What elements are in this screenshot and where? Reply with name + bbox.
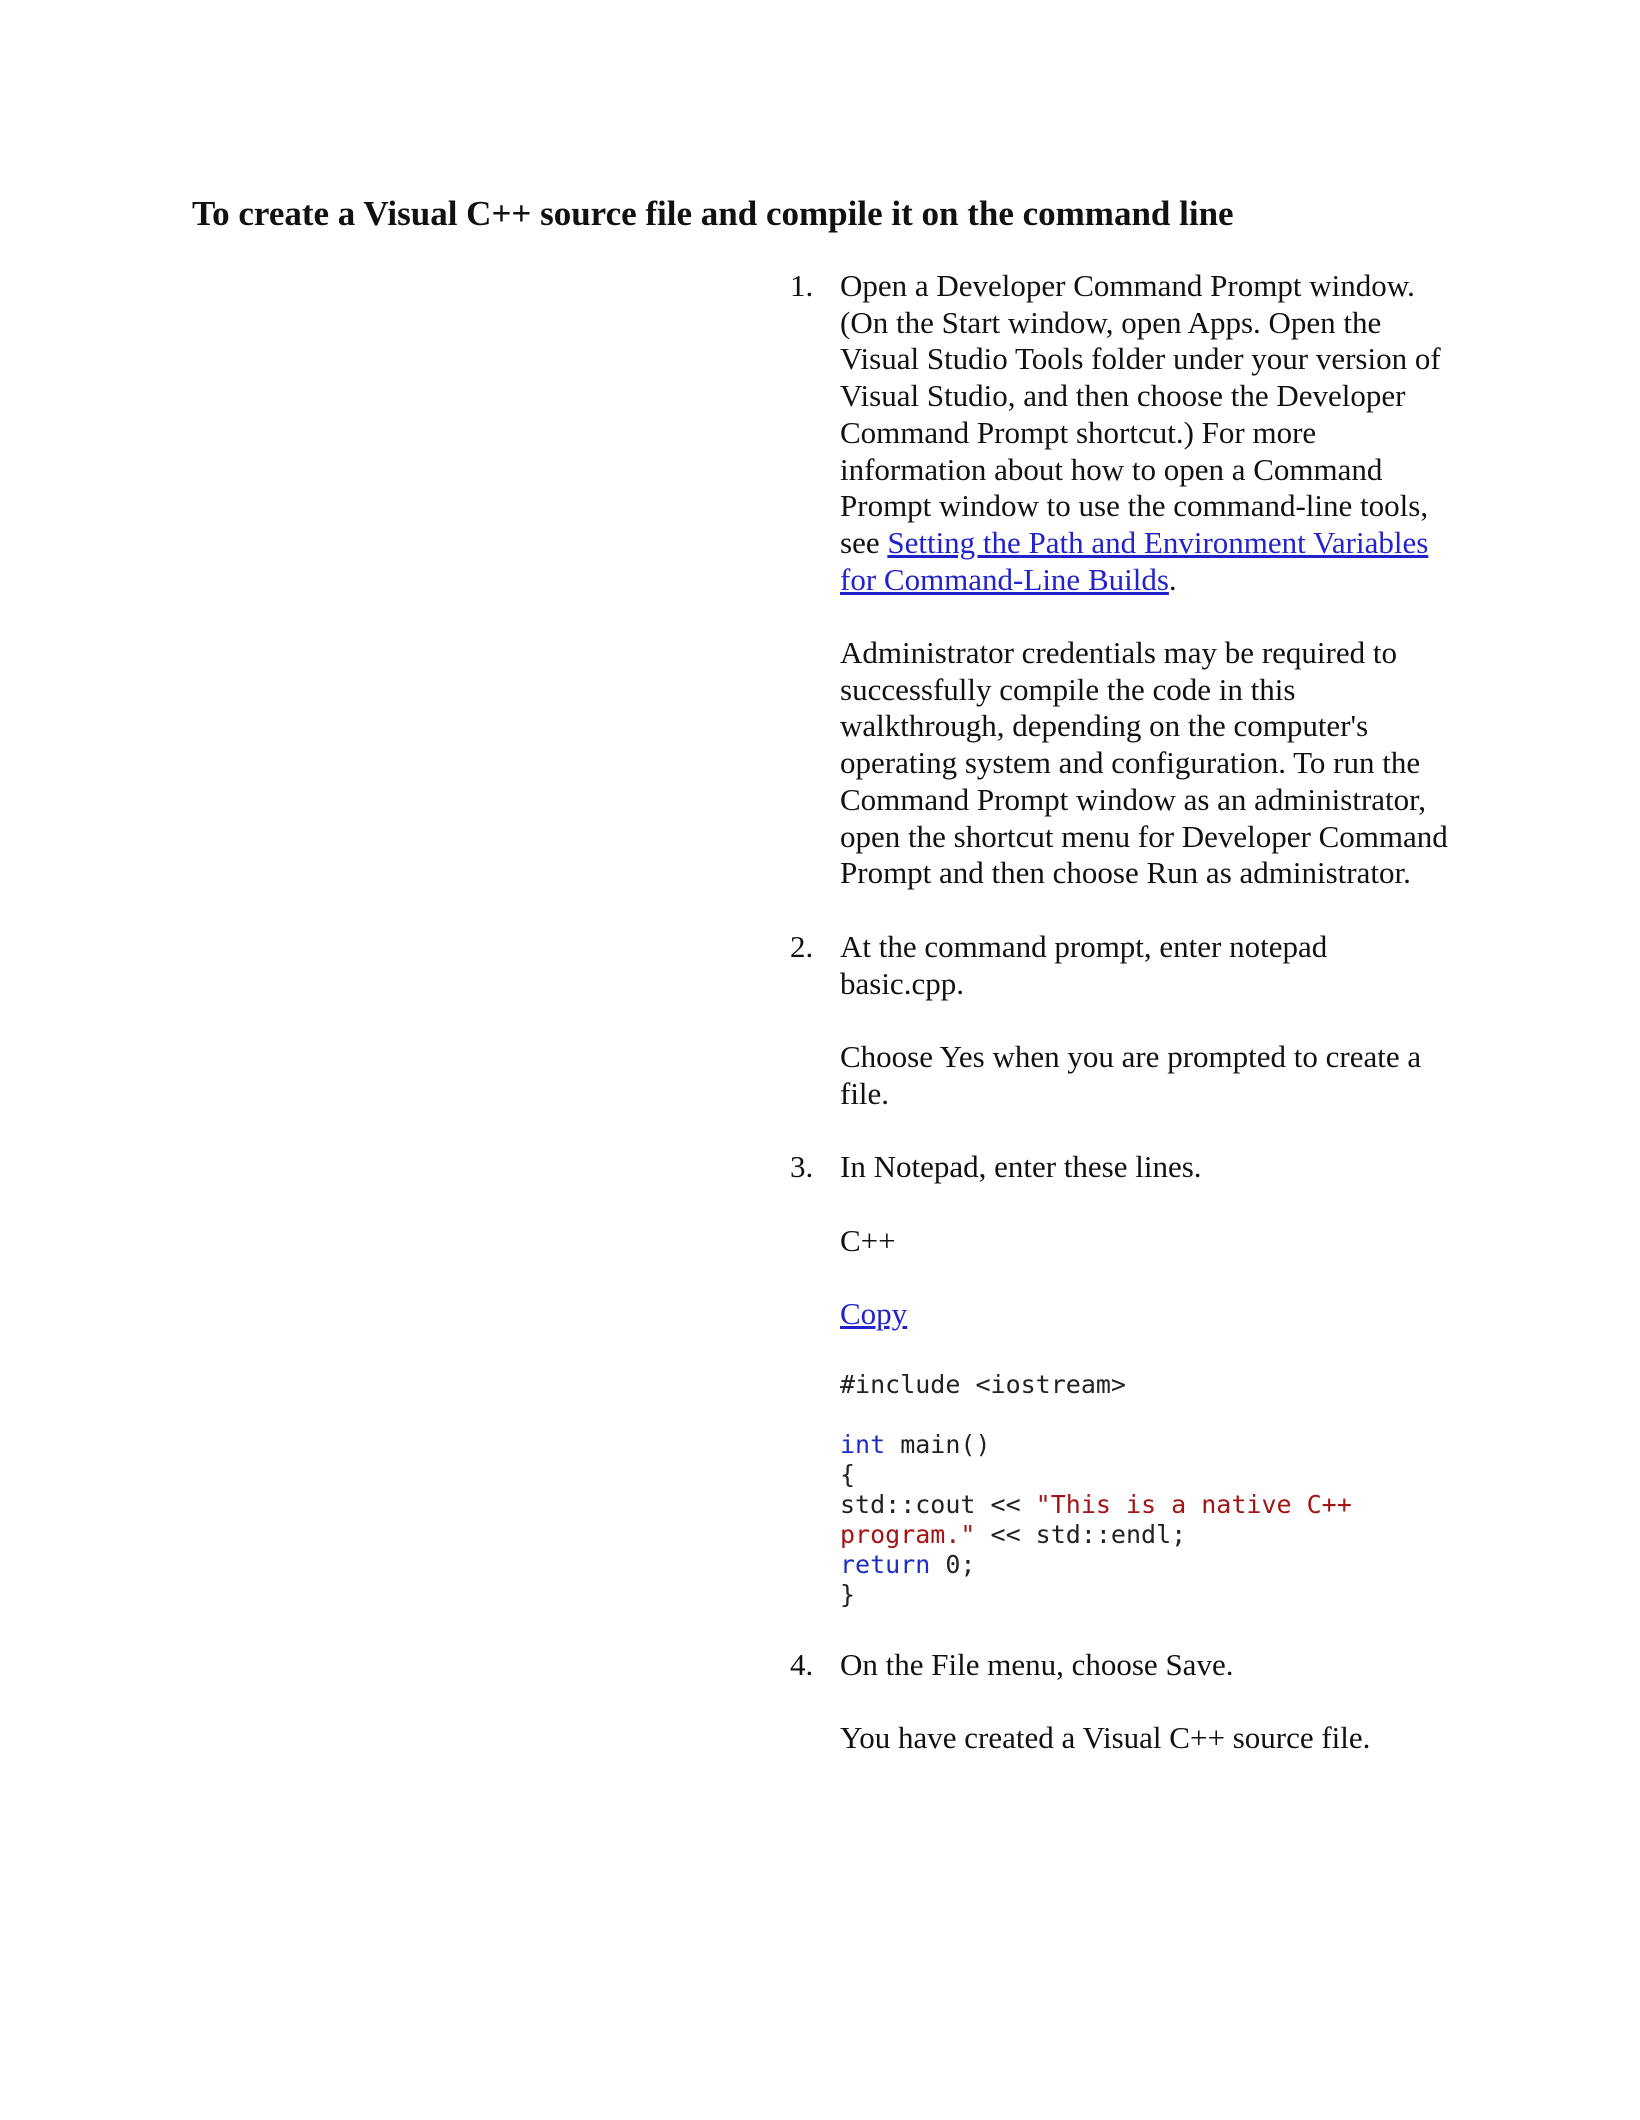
code-line-blank <box>840 1400 1450 1430</box>
code-line <box>840 1430 1450 1460</box>
code-line: #include <iostream> <box>840 1369 1126 1399</box>
step-3 <box>790 1149 1450 1609</box>
code-language-label: C++ <box>840 1222 896 1258</box>
step-text-after-link: . <box>1168 561 1177 597</box>
step-text-before-link: Open a Developer Command Prompt window. (On the Start window, open Apps. Open the Visual Studio Tools folder under your version of Visual Studio, and then choose the Developer Command Prompt shortcut.) For more information about how to open a Command Prompt window to use the command-line tools, see <box>840 268 1441 560</box>
code-line <box>840 1520 1450 1550</box>
step-text <box>840 268 1450 598</box>
steps-list <box>790 268 1450 1794</box>
step-number: 2. <box>790 928 814 964</box>
code-keyword: return <box>840 1549 931 1579</box>
page-title: To create a Visual C++ source file and compile it on the command line <box>192 194 1234 233</box>
copy-link-row <box>840 1296 1450 1333</box>
code-text: std::cout << <box>840 1489 1036 1519</box>
step-number: 3. <box>790 1149 814 1185</box>
code-keyword: int <box>840 1429 886 1459</box>
step-number: 1. <box>790 268 814 303</box>
step-text: At the command prompt, enter notepad basic.cpp. <box>840 928 1328 1001</box>
code-line: } <box>840 1579 856 1609</box>
step-text: In Notepad, enter these lines. <box>840 1149 1202 1185</box>
step-text: On the File menu, choose Save. <box>840 1646 1234 1682</box>
step-4 <box>790 1647 1450 1757</box>
step-note: You have created a Visual C++ source file. <box>840 1720 1371 1755</box>
environment-variables-link[interactable]: Setting the Path and Environment Variables for Command-Line Builds <box>840 524 1429 597</box>
code-line: { <box>840 1459 856 1489</box>
copy-code-link[interactable]: Copy <box>840 1296 908 1332</box>
code-string: "This is a native C++ <box>1035 1489 1352 1519</box>
step-number: 4. <box>790 1646 814 1682</box>
step-note: Choose Yes when you are prompted to create a file. <box>840 1039 1422 1111</box>
code-text: 0; <box>930 1549 976 1579</box>
step-1 <box>790 268 1450 892</box>
code-text: << std::endl; <box>975 1519 1187 1549</box>
code-line <box>840 1490 1450 1520</box>
code-line <box>840 1550 1450 1580</box>
code-block <box>840 1370 1450 1610</box>
code-text: main() <box>885 1429 991 1459</box>
step-2 <box>790 929 1450 1113</box>
code-string: program." <box>840 1519 976 1549</box>
step-note: Administrator credentials may be required to successfully compile the code in this walkthrough, depending on the computer's operating system and configuration. To run the Command Prompt window as an administrator, open the shortcut menu for Developer Command Prompt and then choose Run as administrator. <box>840 635 1448 891</box>
